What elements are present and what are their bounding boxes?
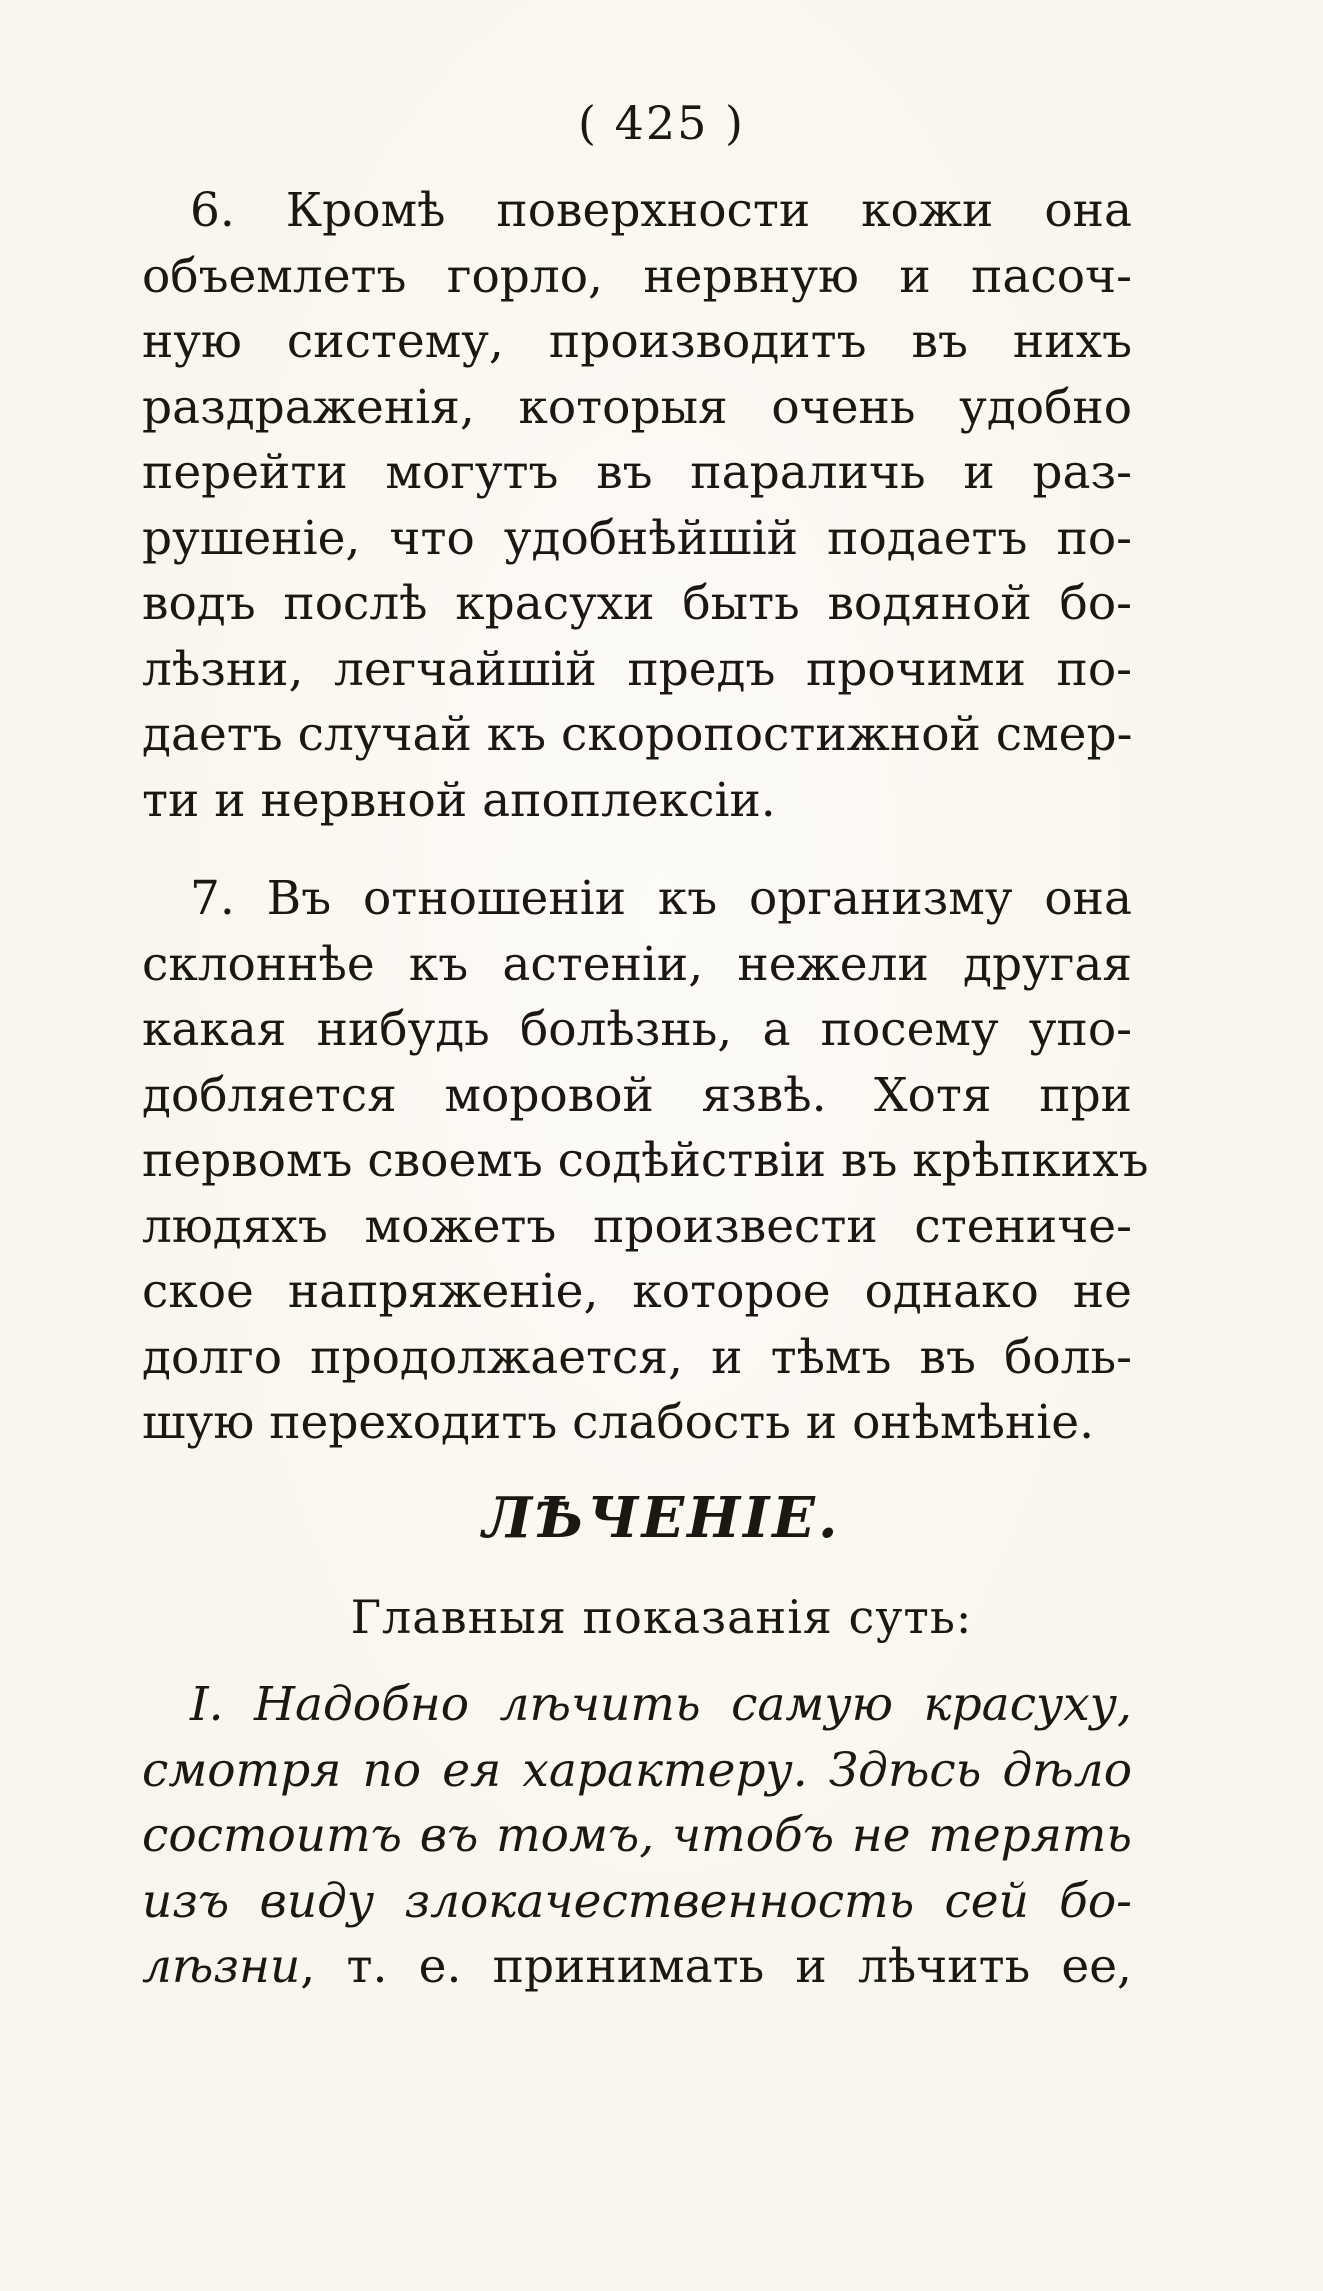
text-line: перейти могутъ въ параличь и раз- bbox=[142, 445, 1132, 500]
text-line: первомъ своемъ содѣйствіи въ крѣпкихъ bbox=[142, 1133, 1149, 1188]
text-line: 7. Въ отношеніи къ организму она bbox=[190, 871, 1132, 926]
upright-text: , т. е. принимать и лѣчить ее, bbox=[300, 1939, 1132, 1994]
text-line: ти и нервной апоплексіи. bbox=[142, 772, 776, 828]
text-line bbox=[142, 1934, 1132, 2000]
italic-word: лѣзни bbox=[142, 1939, 301, 1994]
text-line: шую переходитъ слабость и онѣмѣніе. bbox=[142, 1395, 1095, 1450]
text-line: ную систему, производитъ въ нихъ bbox=[142, 314, 1132, 369]
text-line: ское напряженіе, которое однако не bbox=[142, 1264, 1132, 1319]
text-line: 6. Кромѣ поверхности кожи она bbox=[190, 183, 1132, 238]
text-line: раздраженія, которыя очень удобно bbox=[142, 379, 1132, 435]
text-line: объемлетъ горло, нервную и пасоч- bbox=[142, 248, 1132, 304]
text-line: водъ послѣ красухи быть водяной бо- bbox=[142, 576, 1132, 631]
text-line: смотря по ея характеру. Здѣсь дѣло bbox=[142, 1742, 1132, 1798]
text-line: лѣзни, легчайшій предъ прочими по- bbox=[142, 641, 1132, 697]
paragraph-I bbox=[142, 1672, 1132, 2000]
paragraph-7 bbox=[142, 866, 1149, 1456]
text-line: рушеніе, что удобнѣйшій подаетъ по- bbox=[142, 510, 1132, 566]
text-line: I. Надобно лѣчить самую красуху, bbox=[190, 1677, 1132, 1732]
text-line: добляется моровой язвѣ. Хотя при bbox=[142, 1067, 1132, 1123]
text-line: склоннѣе къ астеніи, нежели другая bbox=[142, 936, 1132, 992]
text-line: людяхъ можетъ произвести стениче- bbox=[142, 1198, 1132, 1254]
text-line: состоитъ въ томъ, чтобъ не терять bbox=[142, 1808, 1132, 1863]
section-heading: ЛѢЧЕНІЕ. bbox=[482, 1485, 841, 1551]
text-line: долго продолжается, и тѣмъ въ боль- bbox=[142, 1329, 1132, 1385]
text-line: даетъ случай къ скоропостижной смер- bbox=[142, 707, 1133, 762]
paragraph-6 bbox=[142, 178, 1132, 833]
text-line: какая нибудь болѣзнь, а посему упо- bbox=[142, 1002, 1132, 1057]
page-number: ( 425 ) bbox=[578, 96, 745, 150]
subheading: Главныя показанія суть: bbox=[350, 1590, 973, 1644]
text-line: изъ виду злокачественность сей бо- bbox=[142, 1873, 1132, 1929]
